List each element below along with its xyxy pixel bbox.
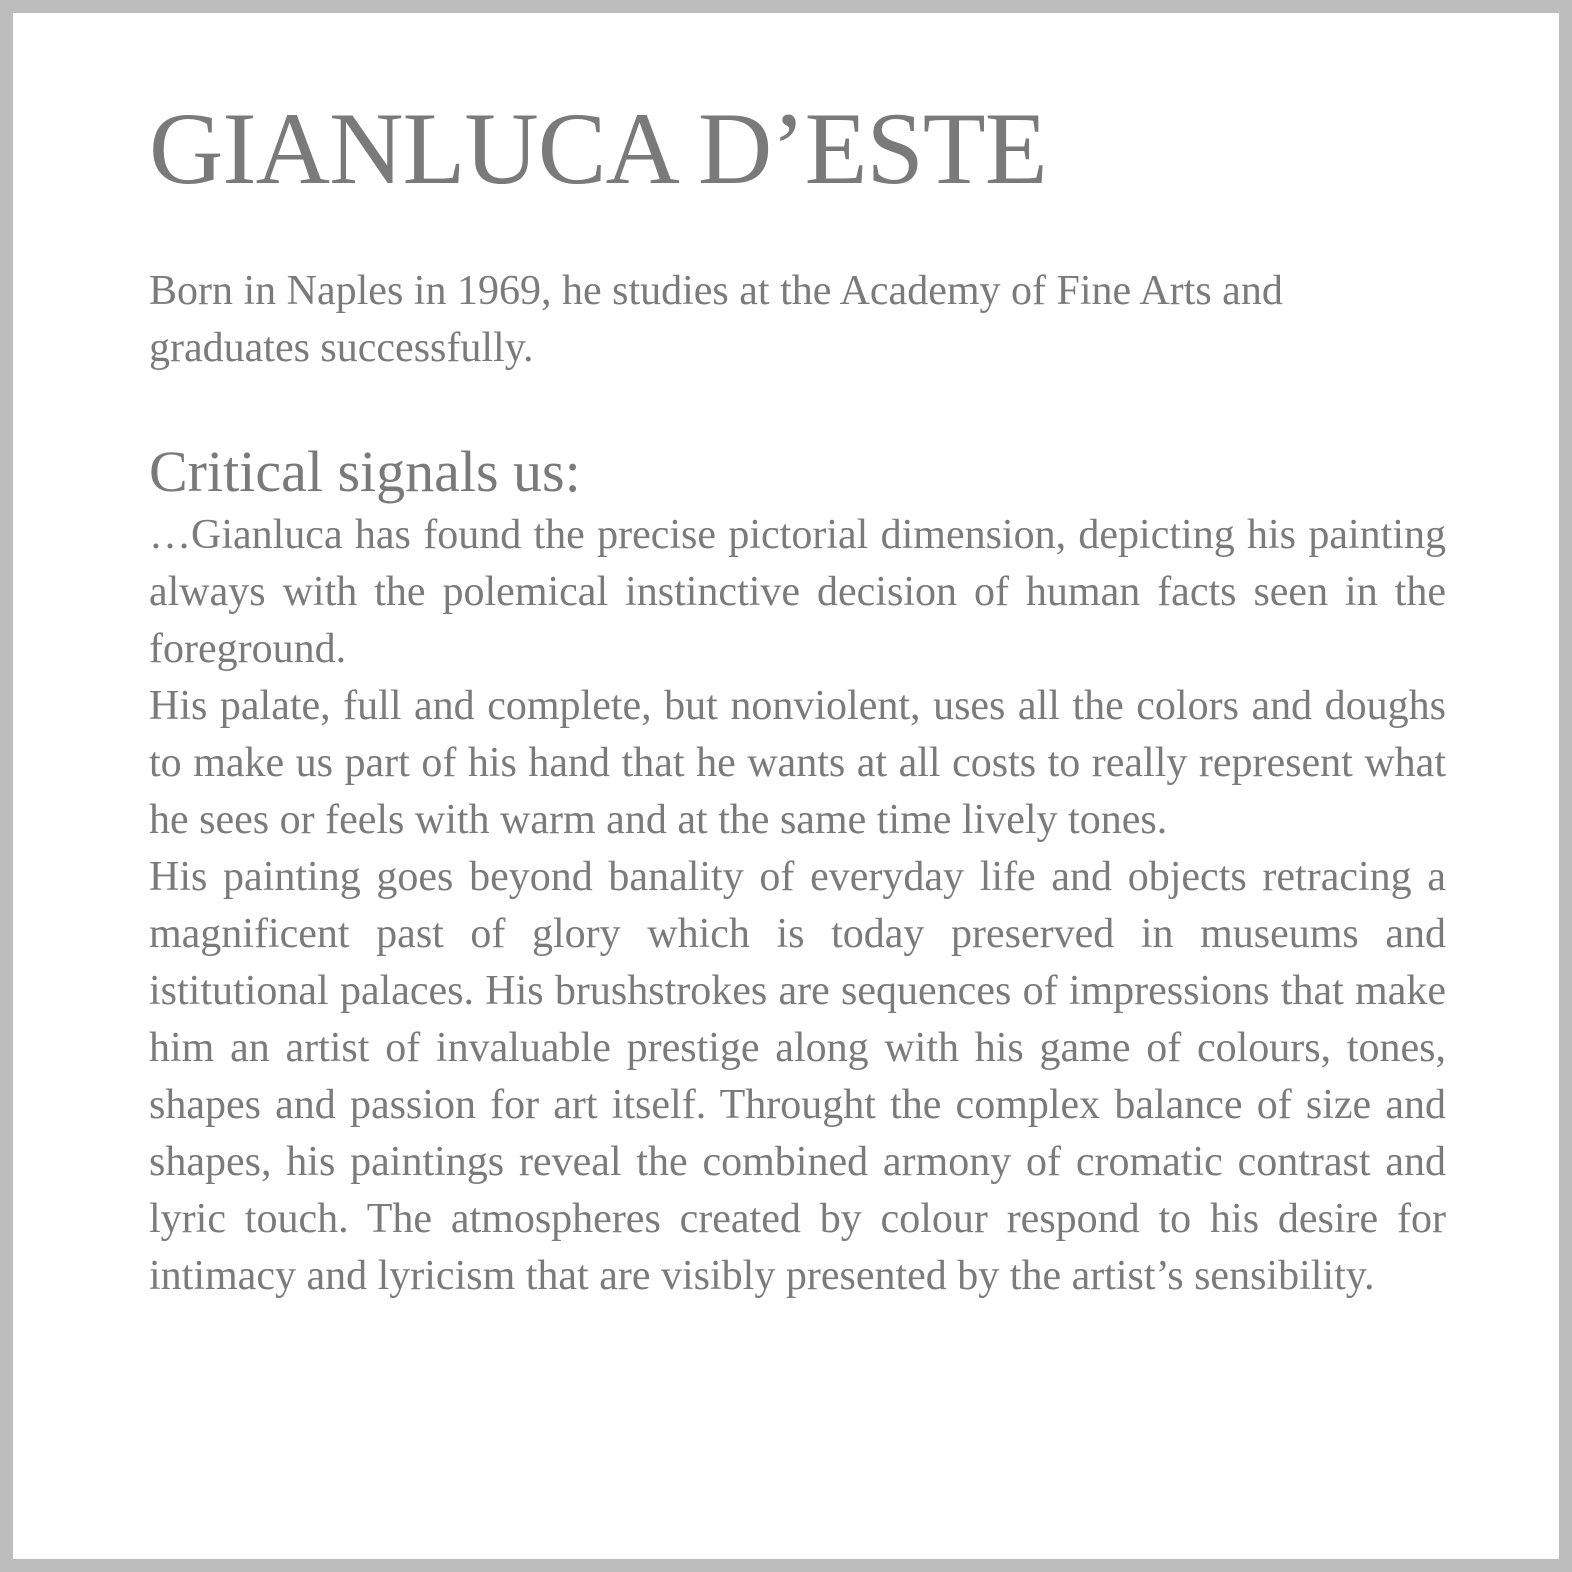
critique-paragraph-3: His painting goes beyond banality of everyday life and objects retracing a magnificent past of glory which is today preserved in museums and istitutional palaces. His brushstrokes are sequences of impressions that make him an artist of invaluable prestige along with his game of colours, tones, shapes and passion for art itself. Throught the complex balance of size and shapes, his paintings reveal the combined armony of cromatic contrast and lyric touch. The atmospheres created by colour respond to his desire for intimacy and lyricism that are visibly presented by the artist’s sensibility. [149, 854, 1446, 1299]
artist-name-title: GIANLUCA D’ESTE [149, 92, 1047, 206]
bio-intro-paragraph: Born in Naples in 1969, he studies at the Academy of Fine Arts and graduates successfully. [149, 268, 1283, 371]
artist-bio-card [149, 93, 1446, 1305]
critique-paragraph-2: His palate, full and complete, but nonviolent, uses all the colors and doughs to make us part of his hand that he wants at all costs to really represent what he sees or feels with warm and at the same time lively tones. [149, 683, 1446, 843]
critique-heading: Critical signals us: [149, 439, 581, 504]
critique-paragraph-1: …Gianluca has found the precise pictorial dimension, depicting his painting always with the polemical instinctive decision of human facts seen in the foreground. [149, 512, 1446, 672]
